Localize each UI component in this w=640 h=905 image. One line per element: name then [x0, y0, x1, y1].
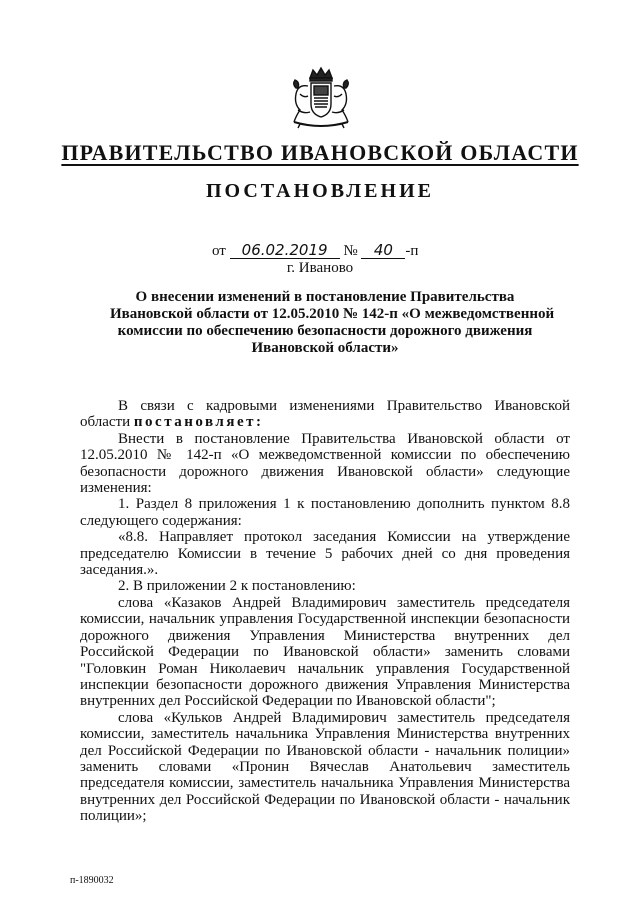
paragraph-preamble — [80, 398, 570, 431]
paragraph: 1. Раздел 8 приложения 1 к постановлению дополнить пунктом 8.8 следующего содержания: — [80, 496, 570, 529]
subject-line: Ивановской области» — [251, 340, 399, 356]
subject-line: комиссии по обеспечению безопасности дорожного движения — [117, 323, 533, 339]
subject-line: Ивановской области от 12.05.2010 № 142-п «О межведомственной — [110, 306, 555, 322]
document-body — [80, 398, 570, 825]
paragraph: слова «Кульков Андрей Владимирович заместитель председателя комиссии, заместитель начальника Управления Министерства внутренних дел Российской Федерации по Ивановской области - начальник полиции» заменить словами «Пронин Вячеслав Анатольевич заместитель председателя комиссии, заместитель начальника Управления Министерства внутренних дел Российской Федерации по Ивановской области - начальник полиции»; — [80, 709, 570, 825]
footer-code: п-1890032 — [70, 875, 114, 886]
document-date: 06.02.2019 — [230, 242, 340, 259]
date-number-line — [212, 242, 418, 260]
organization-name: ПРАВИТЕЛЬСТВО ИВАНОВСКОЙ ОБЛАСТИ — [61, 140, 579, 165]
number-suffix: -п — [405, 243, 419, 259]
organization-title — [0, 140, 640, 166]
city: г. Иваново — [286, 260, 354, 276]
document-number: 40 — [361, 242, 405, 259]
paragraph: «8.8. Направляет протокол заседания Комиссии на утверждение председателю Комиссии в течение 5 рабочих дней со дня проведения заседания.». — [80, 529, 570, 579]
preamble-text: В связи с кадровыми изменениями Правительство Ивановской области — [80, 398, 570, 431]
document-subject — [110, 289, 555, 357]
coat-of-arms-icon — [286, 64, 356, 130]
document-type: ПОСТАНОВЛЕНИЕ — [206, 180, 434, 202]
paragraph: Внести в постановление Правительства Ивановской области от 12.05.2010 № 142-п «О межведомственной комиссии по обеспечению безопасности дорожного движения Ивановской области» следующие изменения: — [80, 430, 570, 497]
number-prefix: № — [343, 243, 358, 259]
date-prefix: от — [212, 243, 226, 259]
subject-line: О внесении изменений в постановление Правительства — [135, 289, 515, 305]
paragraph: слова «Казаков Андрей Владимирович заместитель председателя комиссии, начальник управления Государственной инспекции безопасности дорожного движения Управления Министерства внутренних дел Российской Федерации по Ивановской области» заменить словами "Головкин Роман Николаевич начальник управления Государственной инспекции безопасности дорожного движения Управления Министерства внутренних дел Российской Федерации по Ивановской области"; — [80, 594, 570, 710]
paragraph: 2. В приложении 2 к постановлению: — [118, 578, 356, 595]
resolves-word: постановляет: — [133, 414, 264, 431]
